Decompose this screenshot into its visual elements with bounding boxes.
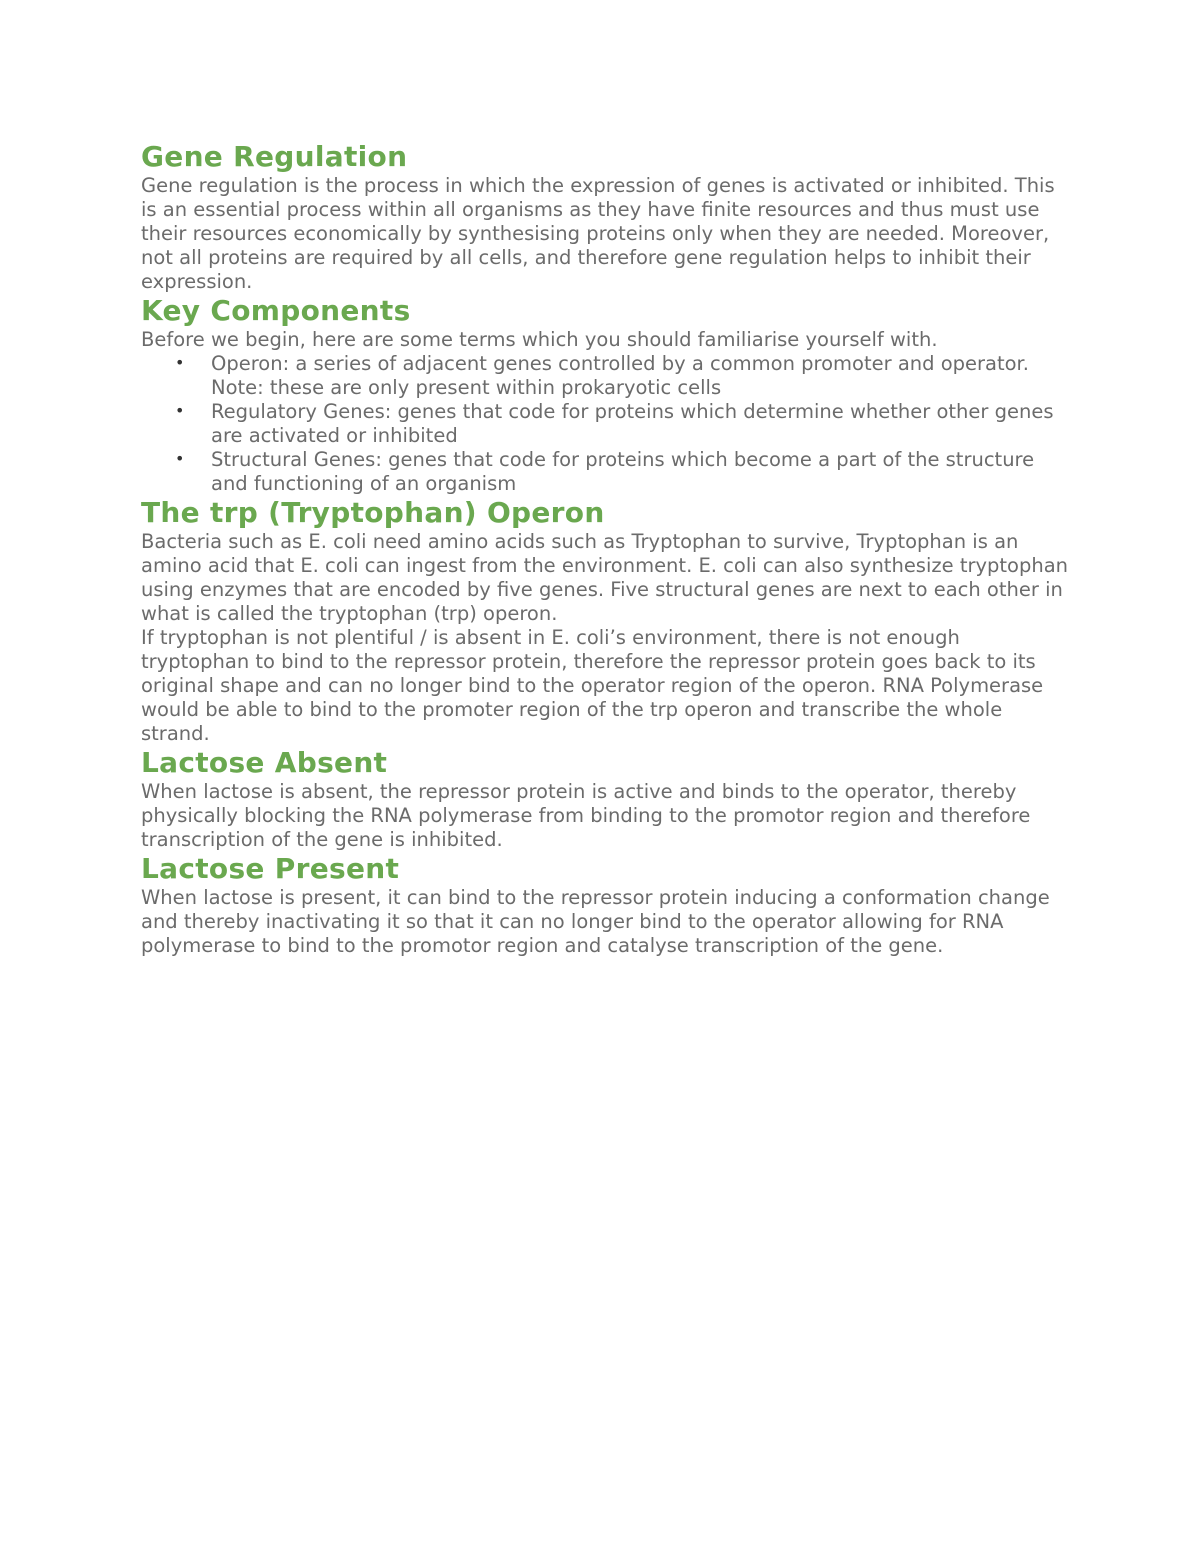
bullet-icon: • — [175, 401, 185, 420]
list-item — [175, 352, 1071, 400]
list-item — [175, 400, 1071, 448]
body-paragraph: Bacteria such as E. coli need amino acids such as Tryptophan to survive, Tryptophan is an amino acid that E. coli can ingest from the environment. E. coli can also synthesize tryptophan using enzymes that are encoded by five genes. Five structural genes are next to each other in what is called the tryptophan (trp) operon. — [141, 530, 1069, 625]
body-paragraph: If tryptophan is not plentiful / is absent in E. coli’s environment, there is not enough tryptophan to bind to the repressor protein, therefore the repressor protein goes back to its original shape and can no longer bind to the operator region of the operon. RNA Polymerase would be able to bind to the promoter region of the trp operon and transcribe the whole strand. — [141, 626, 1044, 745]
section-heading: Key Components — [141, 294, 411, 327]
terms-list — [141, 352, 1071, 496]
document-page — [141, 140, 1071, 958]
list-item — [175, 448, 1071, 496]
section-heading: Gene Regulation — [141, 140, 408, 173]
list-item-text: Regulatory Genes: genes that code for proteins which determine whether other genes are activated or inhibited — [211, 400, 1054, 447]
section-heading: Lactose Absent — [141, 746, 388, 779]
list-item-text: Structural Genes: genes that code for proteins which become a part of the structure and functioning of an organism — [211, 448, 1035, 495]
bullet-icon: • — [175, 449, 185, 468]
body-paragraph: When lactose is present, it can bind to the repressor protein inducing a conformation change and thereby inactivating it so that it can no longer bind to the operator allowing for RNA polymerase to bind to the promotor region and catalyse transcription of the gene. — [141, 886, 1050, 957]
section-lactose-present — [141, 852, 1071, 958]
section-trp-operon — [141, 496, 1071, 746]
body-paragraph: Gene regulation is the process in which the expression of genes is activated or inhibited. This is an essential process within all organisms as they have finite resources and thus must use their resources economically by synthesising proteins only when they are needed. Moreover, not all proteins are required by all cells, and therefore gene regulation helps to inhibit their expression. — [141, 174, 1055, 293]
body-paragraph: When lactose is absent, the repressor protein is active and binds to the operator, thereby physically blocking the RNA polymerase from binding to the promotor region and therefore transcription of the gene is inhibited. — [141, 780, 1031, 851]
list-item-text: Operon: a series of adjacent genes controlled by a common promoter and operator. Note: these are only present within prokaryotic cells — [211, 352, 1029, 399]
body-paragraph: Before we begin, here are some terms which you should familiarise yourself with. — [141, 328, 938, 351]
section-lactose-absent — [141, 746, 1071, 852]
bullet-icon: • — [175, 353, 185, 372]
section-heading: Lactose Present — [141, 852, 400, 885]
section-key-components — [141, 294, 1071, 496]
section-gene-regulation — [141, 140, 1071, 294]
section-heading: The trp (Tryptophan) Operon — [141, 496, 605, 529]
